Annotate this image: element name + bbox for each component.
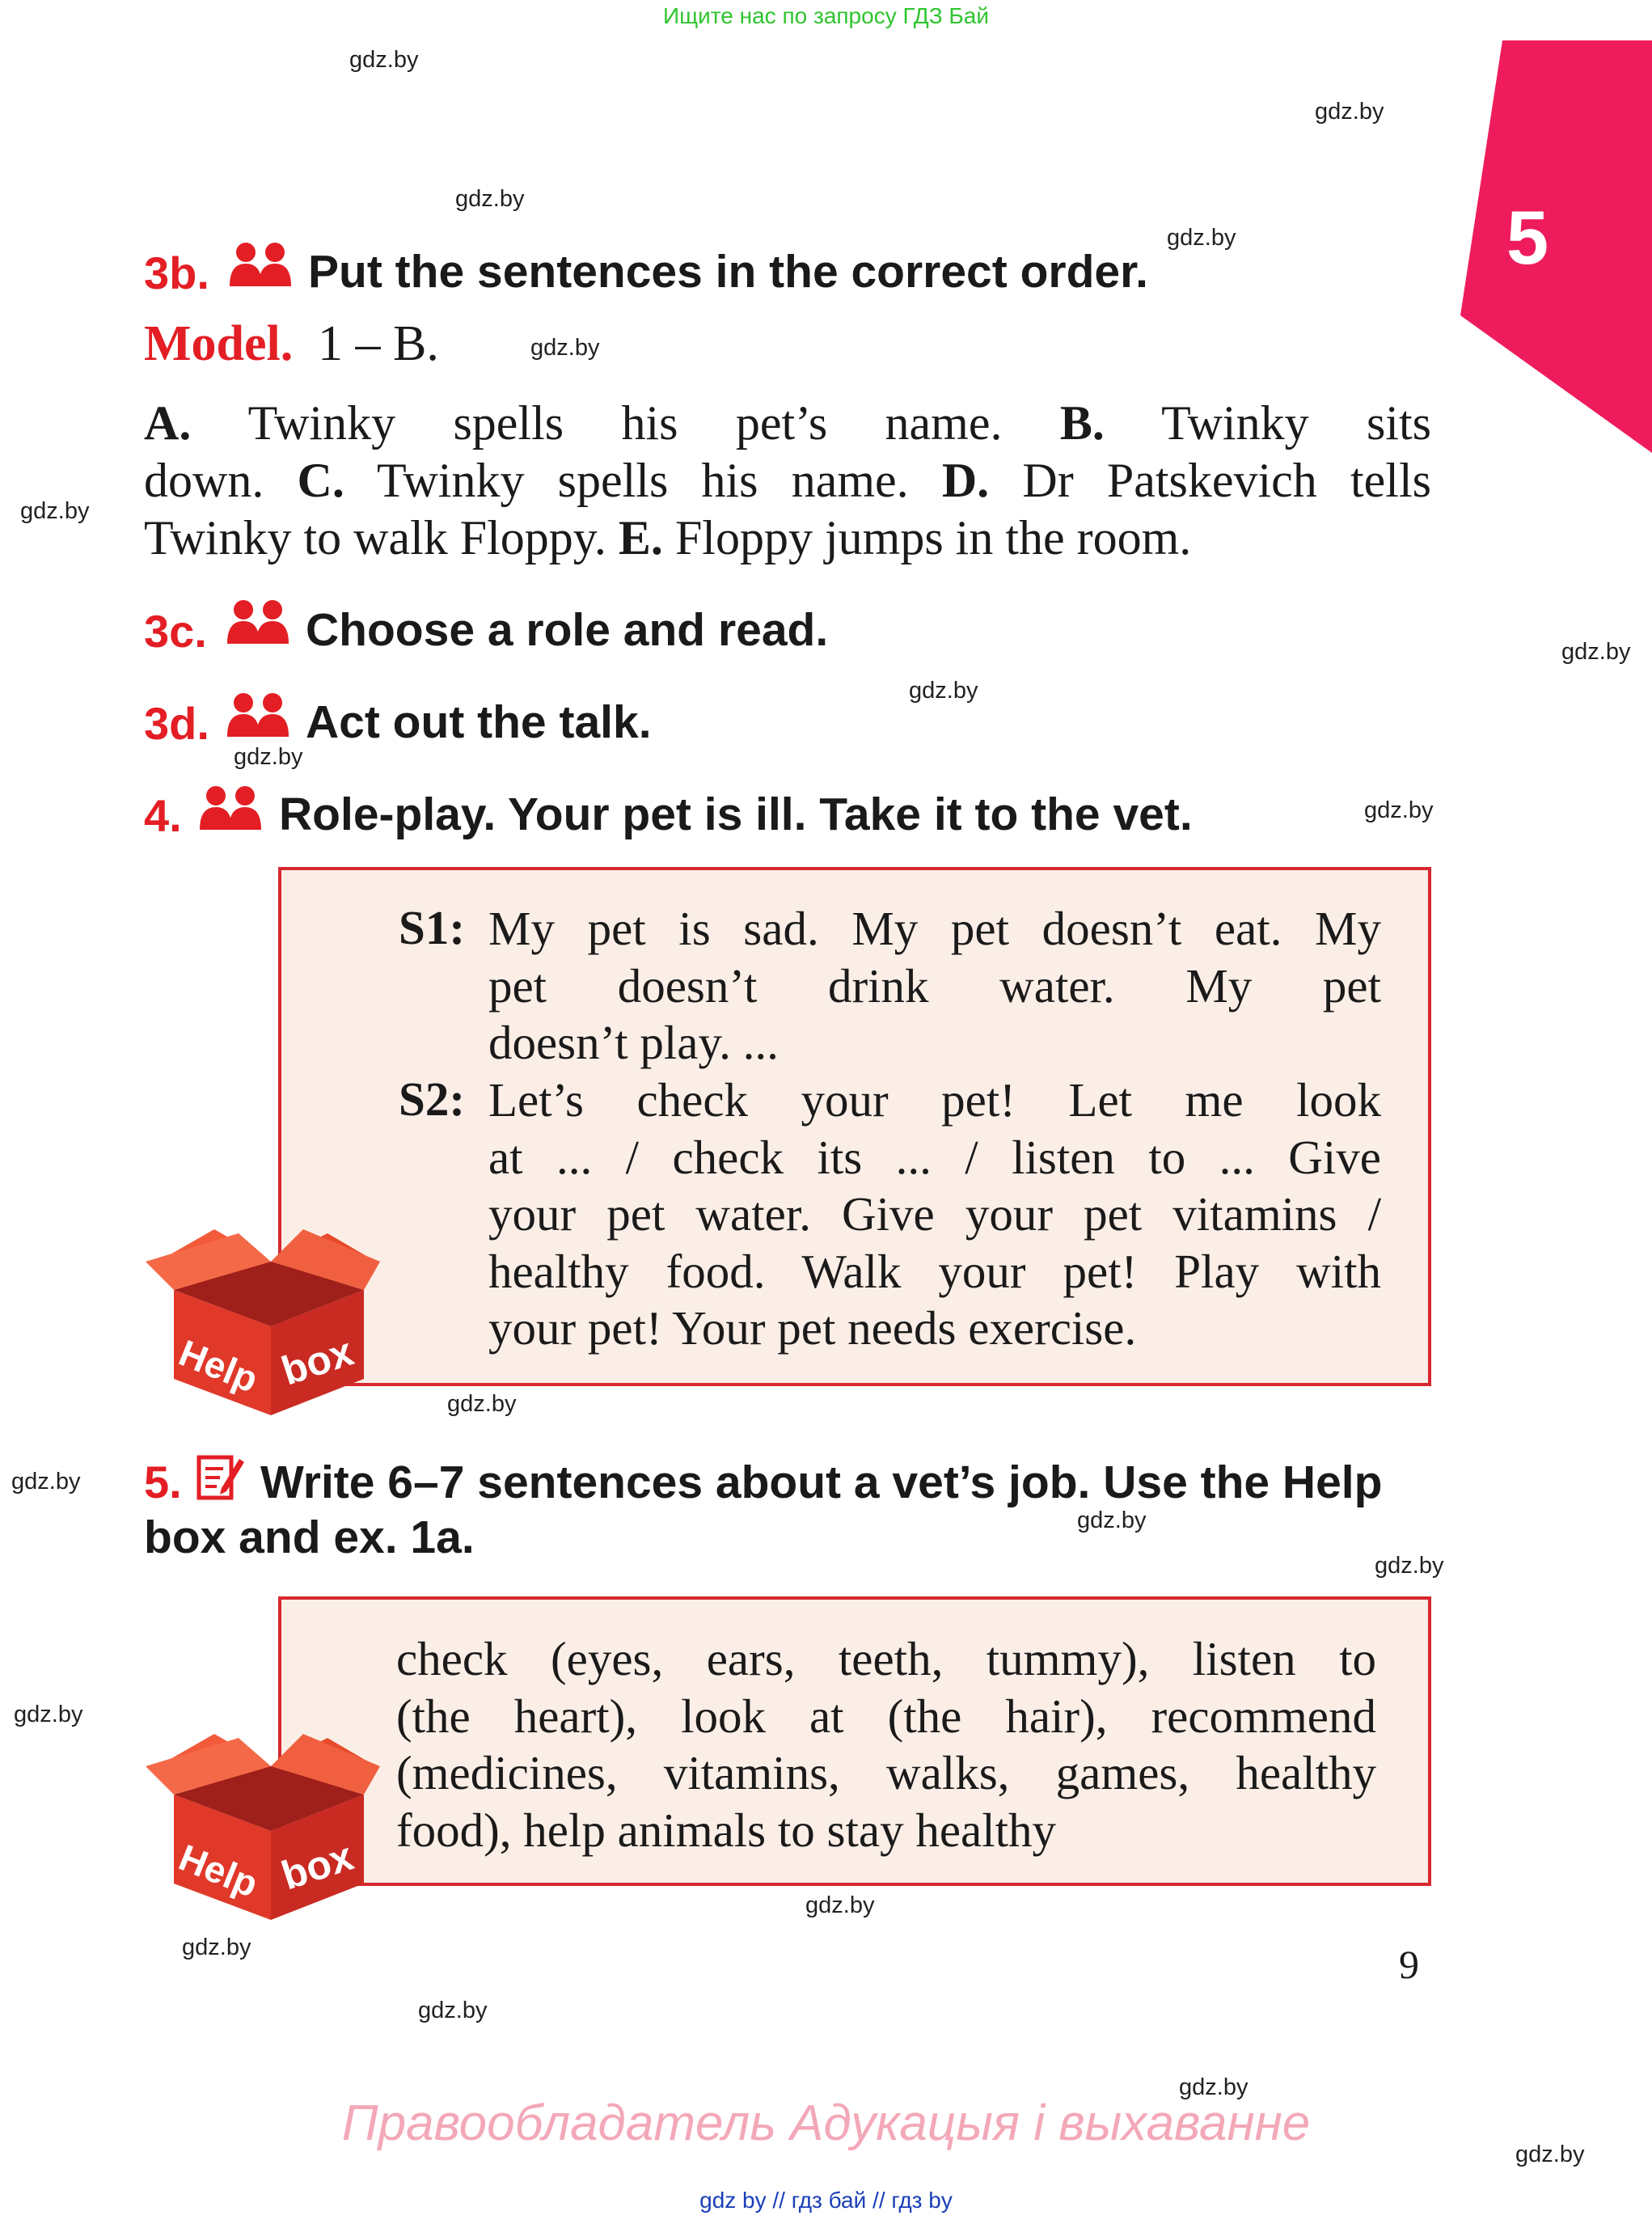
speaker-label-s2: S2: [399,1072,465,1126]
speaker-label-s1: S1: [399,901,465,954]
watermark: gdz.by [349,47,419,73]
watermark: gdz.by [447,1391,517,1417]
dialogue-line: at ... / check its ... / listen to ... Give [488,1130,1381,1184]
page-number: 9 [1399,1942,1419,1987]
svg-text:Help: Help [173,1836,264,1905]
watermark: gdz.by [909,678,978,704]
watermark: gdz.by [455,186,525,212]
help-box-2-lines [396,1630,1376,1858]
help-line: (the heart), look at (the hair), recommend [396,1689,1376,1743]
dialogue-line: your pet! Your pet needs exercise. [488,1301,1137,1355]
model-value: 1 – B. [318,316,439,371]
watermark: gdz.by [182,1934,251,1960]
watermark: gdz.by [1561,639,1631,665]
speaker-s2-lines [488,1072,1381,1357]
svg-text:Help: Help [173,1331,264,1401]
watermark: gdz.by [1167,225,1236,251]
exercise-number-3b: 3b. [144,247,209,298]
exercise-number-5: 5. [144,1457,182,1507]
dialogue-line: pet doesn’t drink water. My pet [488,958,1381,1013]
watermark: gdz.by [1364,797,1434,823]
watermark: gdz.by [1077,1507,1147,1533]
pair-work-icon [224,691,292,737]
unit-number: 5 [1506,195,1549,280]
exercise-number-4: 4. [144,790,182,841]
exercise-3b-instruction: Put the sentences in the correct order. [308,246,1148,298]
watermark: gdz.by [805,1892,875,1918]
watermark: gdz.by [20,498,90,524]
dialogue-line: Let’s check your pet! Let me look [488,1073,1381,1127]
exercise-4-instruction: Role-play. Your pet is ill. Take it to the vet. [279,789,1193,840]
pair-work-icon [224,598,292,644]
watermark: gdz.by [234,744,303,770]
pair-work-icon [196,784,264,830]
dialogue-line: My pet is sad. My pet doesn’t eat. My [488,902,1381,955]
pair-work-icon [226,241,294,286]
watermark: gdz.by [1375,1553,1444,1579]
watermark: gdz.by [11,1469,81,1495]
exercise-3d-instruction: Act out the talk. [306,696,652,748]
exercise-5-instruction-line1: Write 6–7 sentences about a vet’s job. Use the Help [260,1457,1383,1508]
help-line: check (eyes, ears, teeth, tummy), listen to [396,1632,1376,1685]
watermark: gdz.by [14,1702,83,1727]
paragraph-line: down. C. Twinky spells his name. D. Dr Patskevich tells [144,454,1431,507]
help-box-icon [142,1718,384,1920]
watermark: gdz.by [1179,2074,1249,2100]
paragraph-line: Twinky to walk Floppy. E. Floppy jumps in the room. [144,511,1192,564]
footer-links: gdz by // гдз бай // гдз by [699,2188,953,2213]
write-icon [196,1452,246,1501]
help-line: food), help animals to stay healthy [396,1803,1056,1857]
sentences-paragraph [144,395,1431,567]
copyright-notice: Правообладатель Адукацыя і выхаванне [341,2095,1311,2151]
dialogue-line: healthy food. Walk your pet! Play with [488,1244,1381,1298]
watermark: gdz.by [1315,99,1384,125]
svg-text:box: box [276,1833,359,1899]
help-line: (medicines, vitamins, walks, games, healthy [396,1746,1376,1800]
dialogue-line: doesn’t play. ... [488,1016,779,1070]
dialogue-line: your pet water. Give your pet vitamins / [488,1187,1381,1241]
model-label: Model. [144,316,294,371]
top-search-note: Ищите нас по запросу ГДЗ Бай [662,3,990,28]
exercise-5-instruction-line2: box and ex. 1a. [144,1512,475,1563]
help-box-icon [142,1213,384,1415]
speaker-s1-lines [488,900,1381,1072]
exercise-number-3d: 3d. [144,698,209,749]
exercise-3c-instruction: Choose a role and read. [306,604,829,656]
paragraph-line: A. Twinky spells his pet’s name. B. Twinky sits [144,396,1431,450]
watermark: gdz.by [1515,2142,1585,2167]
exercise-number-3c: 3c. [144,606,207,657]
watermark: gdz.by [418,1998,488,2023]
watermark: gdz.by [530,335,600,361]
svg-text:box: box [276,1328,359,1394]
